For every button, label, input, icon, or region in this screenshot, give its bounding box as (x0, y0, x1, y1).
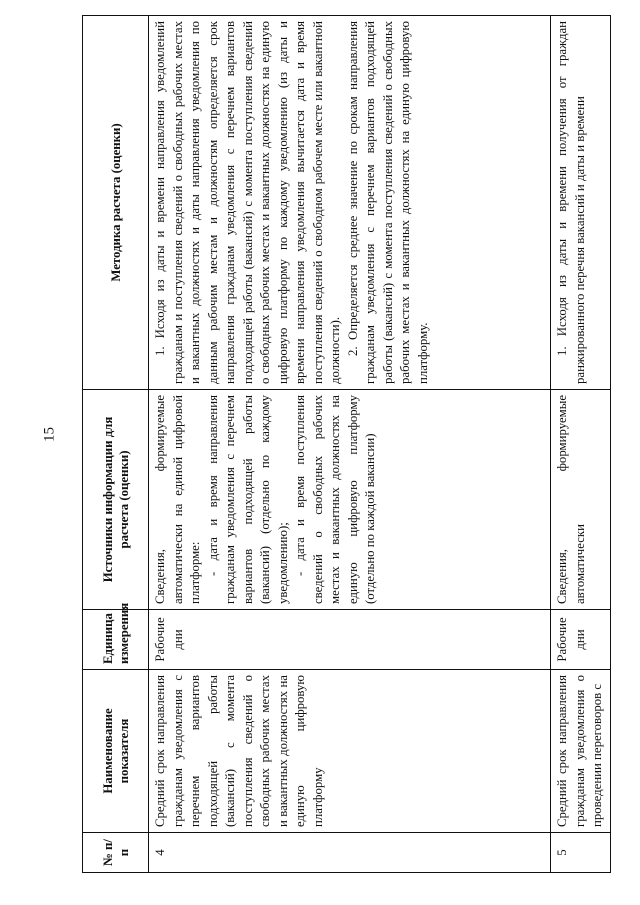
unit-cell: Рабочие дни (149, 610, 551, 670)
method-cell (551, 16, 611, 390)
sources-paragraph: - дата и время направления гражданам уведомления с перечнем вариантов подходящей работы (вакансий) (отдельно по каждому уведомлению); (205, 395, 290, 604)
table-header-row (83, 16, 149, 873)
page-number: 15 (41, 427, 58, 442)
row-number: 4 (149, 833, 551, 873)
header-num: № п/п (83, 833, 149, 873)
method-paragraph: 2. Определяется среднее значение по срокам направления гражданам уведомления с перечнем вариантов подходящей работы (вакансий) с момента поступления сведений о свободных рабочих местах и вакантных должностях на единую цифровую платформу. (345, 21, 430, 384)
rotated-page-content (82, 16, 604, 873)
sources-cell (149, 390, 551, 610)
table-row (149, 16, 551, 873)
sources-cell (551, 390, 611, 610)
method-cell (149, 16, 551, 390)
indicator-name: Средний срок направления гражданам уведомления о проведении переговоров с (551, 670, 611, 833)
unit-cell: Рабочие дни (551, 610, 611, 670)
sources-paragraph: Сведения, формируемые автоматически на единой цифровой платформе: (153, 395, 202, 604)
header-unit: Единица измерения (83, 610, 149, 670)
sources-paragraph: Сведения, формируемые автоматически (555, 395, 587, 604)
method-paragraph: 1. Исходя из даты и времени получения от граждан ранжированного перечня вакансий и даты и времени (555, 21, 587, 384)
indicator-name: Средний срок направления гражданам уведомления с перечнем вариантов подходящей работы (вакансий) с момента поступления сведений о свободных рабочих местах и вакантных должностях на единую цифровую платформу (149, 670, 551, 833)
indicators-table (82, 15, 611, 873)
sources-paragraph: - дата и время поступления сведений о свободных рабочих местах и вакантных должностях на единую цифровую платформу (отдельно по каждой вакансии) (293, 395, 377, 604)
header-method: Методика расчета (оценки) (83, 16, 149, 390)
header-indicator: Наименование показателя (83, 670, 149, 833)
table-row (551, 16, 611, 873)
row-number: 5 (551, 833, 611, 873)
header-sources: Источники информации для расчета (оценки) (83, 390, 149, 610)
method-paragraph: 1. Исходя из даты и времени направления уведомлений гражданам и поступления сведений о свободных рабочих местах и вакантных должностях и даты направления уведомления по данным рабочим местам и должностям определяется срок направления гражданам уведомления с перечнем вариантов подходящей работы (вакансий) с момента поступления сведений о свободных рабочих местах и вакантных должностях на единую цифровую платформу по каждому уведомлению (из даты и времени направления уведомления вычитается дата и время поступления сведений о свободном рабочем месте или вакантной должности). (153, 21, 342, 384)
